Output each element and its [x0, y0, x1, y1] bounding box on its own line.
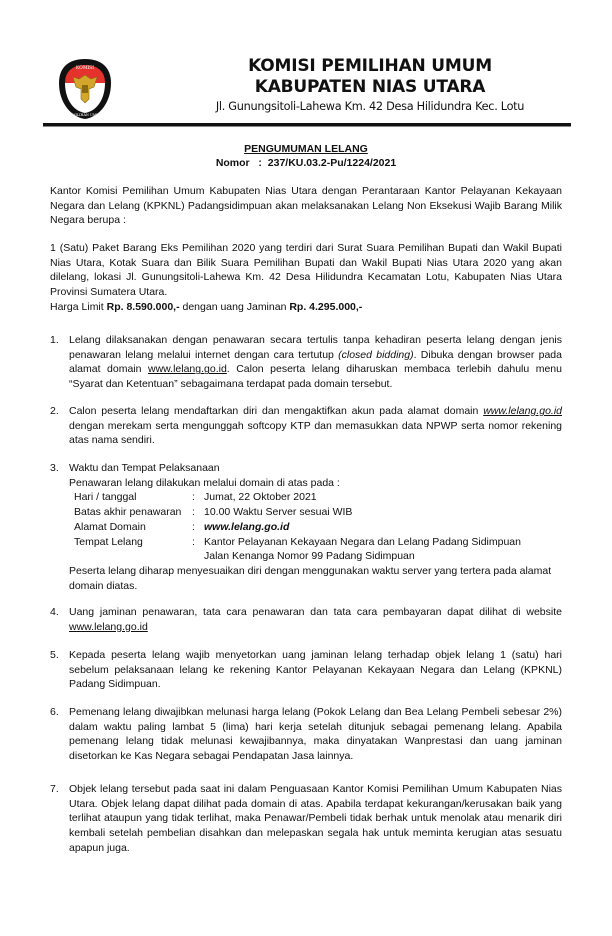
- svg-text:KOMISI: KOMISI: [75, 66, 95, 71]
- document-number: Nomor : 237/KU.03.2-Pu/1224/2021: [215, 157, 397, 169]
- section-note: Peserta lelang diharap menyesuaikan diri dengan menggunakan waktu server yang tertera pada alamat domain diatas.: [69, 564, 552, 592]
- schedule-row: Hari / tanggal : Jumat, 22 Oktober 2021: [74, 491, 317, 504]
- schedule-row: Tempat Lelang : Kantor Pelayanan Kekayaan Negara dan Lelang Padang Sidimpuan Jalan Kenanga Nomor 99 Padang Sidimpuan: [74, 535, 521, 563]
- letterhead-divider: [43, 123, 571, 127]
- price-line: Harga Limit Rp. 8.590.000,- dengan uang Jaminan Rp. 4.295.000,-: [50, 300, 363, 313]
- schedule-row: Alamat Domain : www.lelang.go.id: [74, 520, 562, 535]
- intro-paragraph: Kantor Komisi Pemilihan Umum Kabupaten Nias Utara dengan Perantaraan Kantor Pelayanan Kekayaan Negara dan Lelang (KPKNL) Padangsidimpuan akan melaksanakan Lelang Non Eksekusi Wajib Barang Milik Negara berupa :: [50, 185, 562, 227]
- lelang-link[interactable]: www.lelang.go.id: [147, 363, 227, 376]
- list-item-2: 2. Calon peserta lelang mendaftarkan diri dan mengaktifkan akun pada alamat domain www.lelang.go.id dengan merekam serta mengunggah softcopy KTP dan memasukkan data NPWP serta nomor rekening atas nama sendiri.: [50, 405, 562, 447]
- kpu-logo: [57, 57, 113, 121]
- guarantee-amount: Rp. 4.295.000,-: [289, 300, 363, 313]
- org-address: Jl. Gunungsitoli-Lahewa Km. 42 Desa Hilidundra Kec. Lotu: [215, 100, 525, 113]
- section-title: Waktu dan Tempat Pelaksanaan: [69, 462, 220, 474]
- list-item-6: 6. Pemenang lelang diwajibkan melunasi harga lelang (Pokok Lelang dan Bea Lelang Pembeli sebesar 2%) dalam waktu paling lambat 5 (lima) hari kerja setelah ditunjuk sebagai pemenang lelang. Apabila pemenang lelang tidak melunasi kewajibannya, maka dinyatakan Wanprestasi dan uang jaminan disetorkan ke Kas Negara sebagai Pendapatan Jasa lainnya.: [50, 706, 562, 763]
- domain-link[interactable]: www.lelang.go.id: [204, 520, 290, 533]
- org-name: KOMISI PEMILIHAN UMUM: [248, 56, 492, 76]
- list-item-7: 7. Objek lelang tersebut pada saat ini dalam Penguasaan Kantor Komisi Pemilihan Umum Kabupaten Nias Utara. Objek lelang dapat dilihat pada domain di atas. Apabila terdapat kekurangan/kerusakan baik yang terlihat ataupun yang tidak terlihat, maka Penawar/Pembeli tidak berhak untuk menolak atau menarik diri kembali setelah pembelian disahkan dan melepaskan segala hak untuk meminta kerugian atas sesuatu apapun juga.: [50, 783, 562, 854]
- list-item-1: 1. Lelang dilaksanakan dengan penawaran secara tertulis tanpa kehadiran peserta lelang dengan jenis penawaran lelang melalui internet dengan cara tertutup (closed bidding). Dibuka dengan browser pada alamat domain www.lelang.go.id. Calon peserta lelang diharuskan membaca terlebih dahulu menu “Syarat dan Ketentuan” sebagaimana terdapat pada domain tersebut.: [50, 334, 562, 391]
- letterhead: [180, 56, 560, 114]
- schedule-table: [74, 490, 562, 564]
- list-item-5: 5. Kepada peserta lelang wajib menyetorkan uang jaminan lelang terhadap objek lelang 1 (satu) hari sebelum pelaksanaan lelang ke rekening Kantor Pelayanan Kekayaan Negara dan Lelang (KPKNL) Padang Sidimpuan.: [50, 649, 562, 691]
- document-heading: [0, 142, 612, 170]
- svg-text:PEMILIHAN UMUM: PEMILIHAN UMUM: [67, 113, 103, 117]
- list-item-3: 3. Waktu dan Tempat Pelaksanaan Penawaran lelang dilakukan melalui domain di atas pada : Hari / tanggal : Jumat, 22 Oktober 2021 Batas akhir penawaran : 10.00 Waktu Server sesuai WIB Alamat Domain : www.lelang.go.id Tempat Lelang : Kantor Pelayanan Kekayaan Negara dan Lelang Padang Sidimpuan Jalan Kenanga Nomor 99 Padang Sidimpuan Peserta lelang diharap menyesuaikan diri dengan menggunakan waktu server yang tertera pada alamat domain diatas.: [50, 461, 562, 593]
- object-description: 1 (Satu) Paket Barang Eks Pemilihan 2020 yang terdiri dari Surat Suara Pemilihan Bupati dan Wakil Bupati Nias Utara, Kotak Suara dan Bilik Suara Pemilihan Bupati dan Wakil Bupati Nias Utara 2020 yang akan dilelang, lokasi Jl. Gunungsitoli-Lahewa Km. 42 Desa Hilidundra Kecamatan Lotu, Kabupaten Nias Utara Provinsi Sumatera Utara.: [50, 242, 562, 299]
- auction-object-paragraph: [50, 241, 562, 315]
- schedule-row: Batas akhir penawaran : 10.00 Waktu Server sesuai WIB: [74, 506, 353, 519]
- limit-price: Rp. 8.590.000,-: [106, 300, 180, 313]
- list-item-4: 4. Uang jaminan penawaran, tata cara penawaran dan tata cara pembayaran dapat dilihat di website www.lelang.go.id: [50, 606, 562, 633]
- section-subtitle: Penawaran lelang dilakukan melalui domain di atas pada :: [69, 476, 340, 489]
- document-title: PENGUMUMAN LELANG: [244, 143, 368, 155]
- lelang-link[interactable]: www.lelang.go.id: [483, 405, 562, 417]
- lelang-link[interactable]: www.lelang.go.id: [69, 620, 148, 633]
- org-region: KABUPATEN NIAS UTARA: [254, 77, 486, 97]
